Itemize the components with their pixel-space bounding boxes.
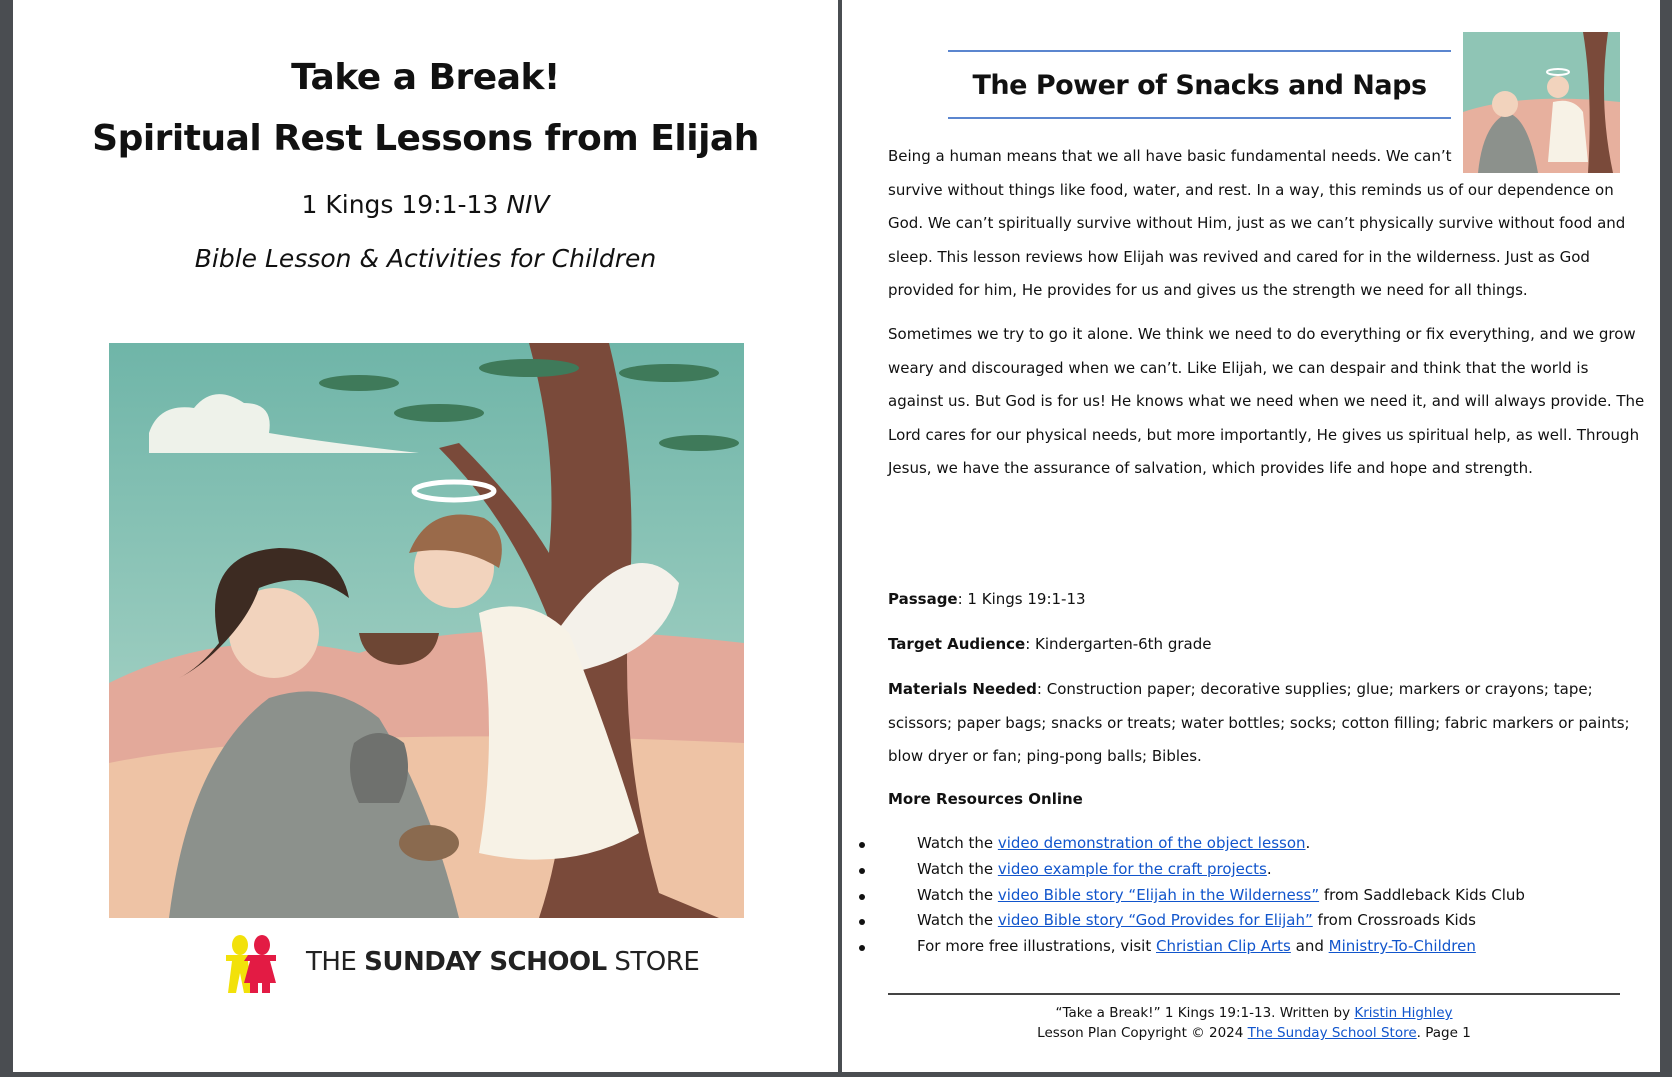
resource-item: Watch the video example for the craft projects. xyxy=(917,860,1272,878)
author-link[interactable]: Kristin Highley xyxy=(1354,1005,1453,1021)
text-line: sleep. This lesson reviews how Elijah was revived and cared for in the wilderness. Just as God xyxy=(888,247,1590,266)
paragraph-2 xyxy=(888,318,1644,486)
section-heading: The Power of Snacks and Naps xyxy=(972,70,1427,101)
logo-figures-icon xyxy=(218,935,298,995)
reference: 1 Kings 19:1-13 xyxy=(301,190,499,219)
text-line: survive without things like food, water, and rest. In a way, this reminds us of our dependence on xyxy=(888,180,1614,199)
store-link[interactable]: The Sunday School Store xyxy=(1247,1025,1417,1041)
text-line: weary and discouraged when we can’t. Like Elijah, we can despair and think that the world is xyxy=(888,358,1589,377)
text-line: against us. But God is for us! He knows what we need when we need it, and will always provide. The xyxy=(888,392,1645,411)
resource-item: For more free illustrations, visit Christian Clip Arts and Ministry-To-Children xyxy=(917,937,1476,955)
materials-block: Materials Needed: Construction paper; decorative supplies; glue; markers or crayons; tape; scissors; paper bags; snacks or treats; water bottles; socks; cotton filling; fabric markers or paints; blow dryer or fan; ping-pong balls; Bibles. xyxy=(888,680,1630,766)
christian-clip-arts-link[interactable]: Christian Clip Arts xyxy=(1156,937,1291,955)
scripture-reference xyxy=(13,190,838,219)
heading-rule-bottom xyxy=(948,117,1451,119)
ministry-to-children-link[interactable]: Ministry-To-Children xyxy=(1328,937,1476,955)
sunday-school-store-logo xyxy=(218,935,700,995)
resource-item: Watch the video Bible story “Elijah in the Wilderness” from Saddleback Kids Club xyxy=(917,886,1525,904)
audience-line: Target Audience: Kindergarten-6th grade xyxy=(888,635,1212,653)
passage-line: Passage: 1 Kings 19:1-13 xyxy=(888,590,1086,608)
resource-item: Watch the video Bible story “God Provides for Elijah” from Crossroads Kids xyxy=(917,911,1476,929)
jar xyxy=(350,733,408,803)
title-line-2: Spiritual Rest Lessons from Elijah xyxy=(92,118,759,159)
paragraph-1 xyxy=(888,140,1625,308)
subtitle: Bible Lesson & Activities for Children xyxy=(194,244,657,273)
text-line: Being a human means that we all have basic fundamental needs. We can’t xyxy=(888,147,1452,165)
heading-rule-top xyxy=(948,50,1451,52)
elijah-angel-illustration xyxy=(109,343,744,918)
text-line: Jesus, we have the assurance of salvation, which provides life and hope and strength. xyxy=(888,459,1533,478)
text-line: Lord cares for our physical needs, but more importantly, He gives us spiritual help, as well. Through xyxy=(888,425,1640,444)
text-line: God. We can’t spiritually survive without Him, just as we can’t physically survive without food and xyxy=(888,214,1626,233)
resource-item: Watch the video demonstration of the object lesson. xyxy=(917,834,1311,852)
footer-rule xyxy=(888,993,1620,995)
version: NIV xyxy=(506,190,550,219)
resource-link[interactable]: video example for the craft projects xyxy=(997,860,1267,878)
resource-link[interactable]: video Bible story “Elijah in the Wilderness” xyxy=(997,886,1320,904)
resource-link[interactable]: video Bible story “God Provides for Elijah” xyxy=(997,911,1313,929)
title-line-1: Take a Break! xyxy=(291,57,560,98)
text-line: provided for him, He provides for us and gives us the strength we need for all things. xyxy=(888,281,1528,300)
left-page xyxy=(13,0,838,1072)
resources-heading: More Resources Online xyxy=(888,790,1083,808)
footer-line-2: Lesson Plan Copyright © 2024 The Sunday School Store. Page 1 xyxy=(1037,1025,1471,1041)
right-page xyxy=(842,0,1660,1072)
logo-text: THE SUNDAY SCHOOL STORE xyxy=(306,947,700,977)
resource-link[interactable]: video demonstration of the object lesson xyxy=(997,834,1306,852)
footer-line-1: “Take a Break!” 1 Kings 19:1-13. Written by Kristin Highley xyxy=(1055,1005,1453,1021)
text-line: Sometimes we try to go it alone. We think we need to do everything or fix everything, and we grow xyxy=(888,325,1636,343)
